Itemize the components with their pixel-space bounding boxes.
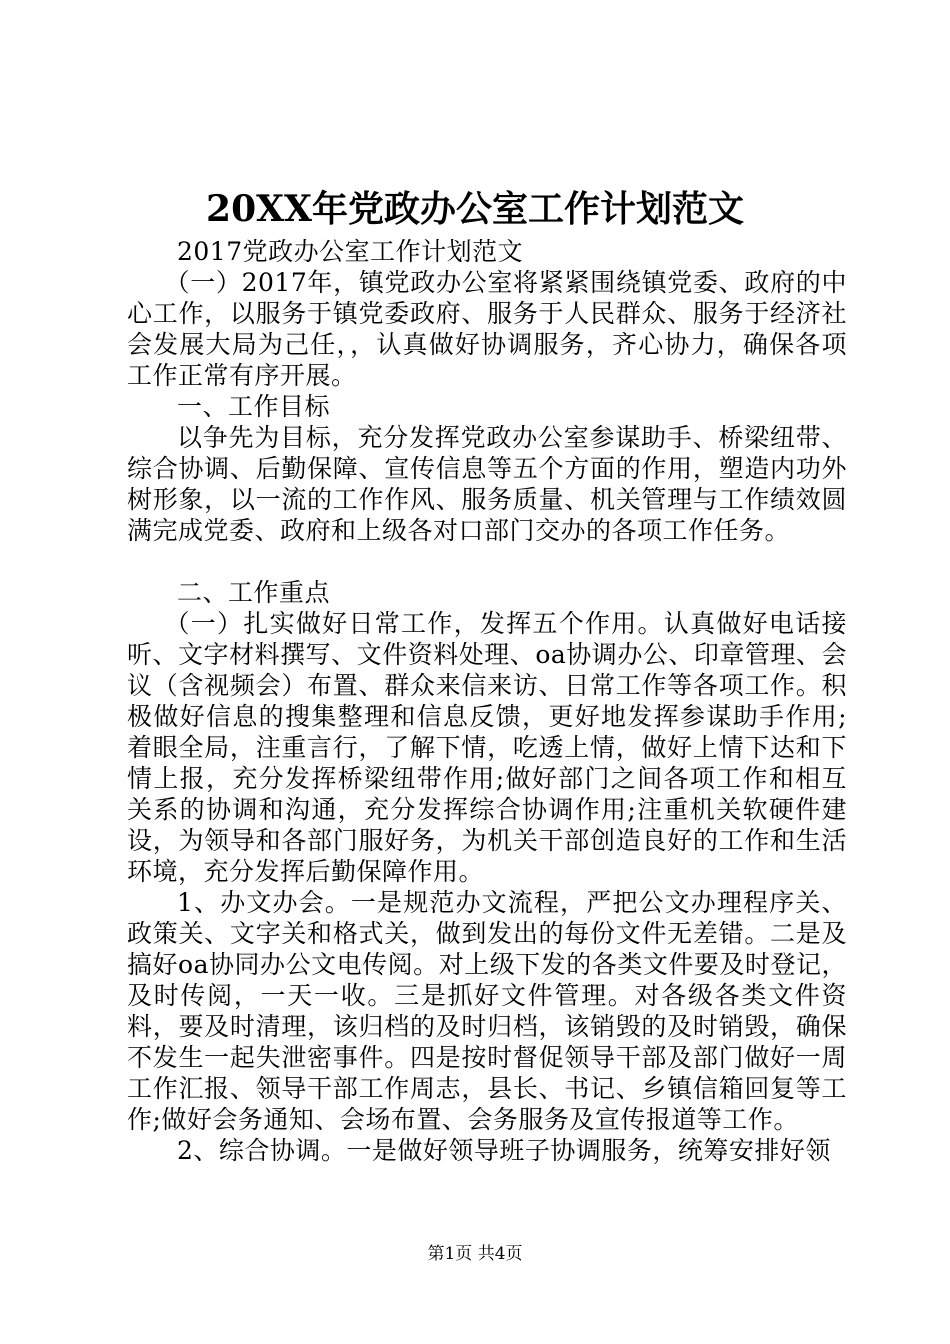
- heading-work-focus: 二、工作重点: [177, 578, 331, 607]
- blank-line: [127, 546, 847, 577]
- paragraph-intro: （一）2017年，镇党政办公室将紧紧围绕镇党委、政府的中心工作，以服务于镇党委政府、服务于人民群众、服务于经济社会发展大局为己任，，认真做好协调服务，齐心协力，确保各项工作正常有序开展。: [127, 268, 847, 390]
- paragraph-subtitle: 2017党政办公室工作计划范文: [177, 237, 524, 266]
- paragraph-coordination: 2、综合协调。一是做好领导班子协调服务，统筹安排好领: [177, 1136, 831, 1165]
- document-title: 20XX年党政办公室工作计划范文: [206, 188, 744, 230]
- paragraph-document-meetings: 1、办文办会。一是规范办文流程，严把公文办理程序关、政策关、文字关和格式关，做到发出的每份文件无差错。二是及搞好oa协同办公文电传阅。对上级下发的各类文件要及时登记，及时传阅，一天一收。三是抓好文件管理。对各级各类文件资料，要及时清理，该归档的及时归档，该销毁的及时销毁，确保不发生一起失泄密事件。四是按时督促领导干部及部门做好一周工作汇报、领导干部工作周志，县长、书记、乡镇信箱回复等工作;做好会务通知、会场布置、会务服务及宣传报道等工作。: [127, 888, 847, 1134]
- document-body: [127, 236, 847, 1166]
- paragraph-daily-work: （一）扎实做好日常工作，发挥五个作用。认真做好电话接听、文字材料撰写、文件资料处理、oa协调办公、印章管理、会议（含视频会）布置、群众来信来访、日常工作等各项工作。积极做好信息的搜集整理和信息反馈，更好地发挥参谋助手作用;着眼全局，注重言行，了解下情，吃透上情，做好上情下达和下情上报，充分发挥桥梁纽带作用;做好部门之间各项工作和相互关系的协调和沟通，充分发挥综合协调作用;注重机关软硬件建设，为领导和各部门服好务，为机关干部创造良好的工作和生活环境，充分发挥后勤保障作用。: [127, 609, 847, 886]
- heading-work-goals: 一、工作目标: [177, 392, 331, 421]
- paragraph-work-goals: 以争先为目标，充分发挥党政办公室参谋助手、桥梁纽带、综合协调、后勤保障、宣传信息等五个方面的作用，塑造内功外树形象，以一流的工作作风、服务质量、机关管理与工作绩效圆满完成党委、政府和上级各对口部门交办的各项工作任务。: [127, 423, 847, 545]
- page-footer: 第1页 共4页: [427, 1244, 523, 1264]
